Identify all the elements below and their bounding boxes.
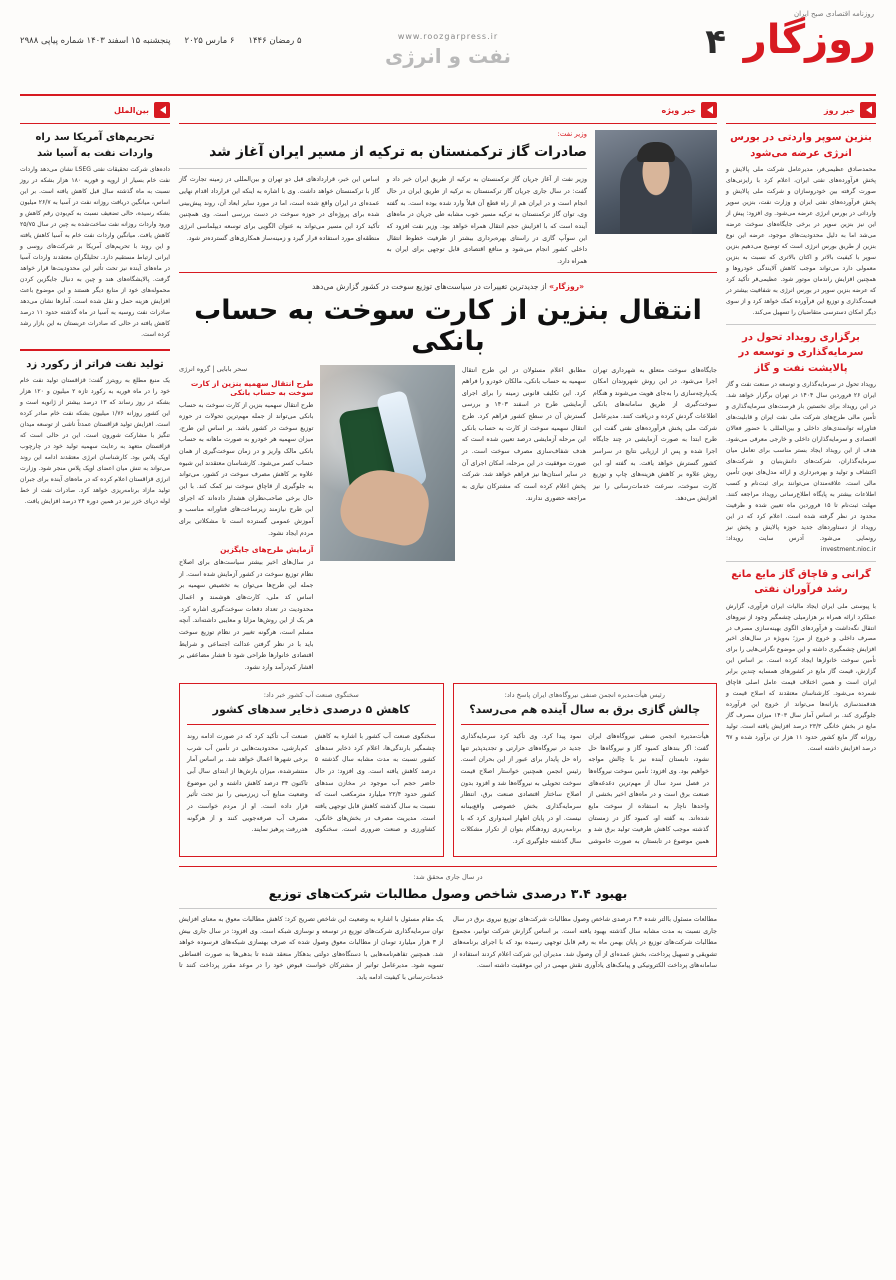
rail-article-title[interactable]: گرانی و قاچاق گاز مایع مانع رشد فرآوران نفتی <box>731 568 871 596</box>
divider <box>187 724 436 725</box>
main-column-2: مطابق اعلام مسئولان در این طرح انتقال سهمیه به حساب بانکی، مالکان خودرو را فراهم کرد. این تکلیف قانونی زمینه را برای اجرای آزمایشی طرح در اسفند ۱۴۰۳ و بررسی گسترش آن در سطح کشور فراهم کرد. طرح انتقال سهمیه سوخت از کارت به حساب بانکی این مرحله آزمایشی درصد تعیین شده است که هدف شفاف‌سازی مصرف سوخت است. در صورت موفقیت در این مرحله، امکان اجرای آن در سایر استان‌ها نیز فراهم خواهد شد. شرکت پخش اعلام کرده است که مشترکان نیازی به مراجعه حضوری ندارند. <box>461 366 586 502</box>
divider <box>179 272 717 273</box>
divider <box>20 123 170 124</box>
issue-gregorian-date: ۶ مارس ۲۰۲۵ <box>184 36 235 46</box>
divider <box>461 724 710 725</box>
main-column <box>179 102 717 984</box>
website-url[interactable]: www.roozgarpress.ir <box>397 32 499 41</box>
section-nameplate <box>385 32 511 68</box>
bottom-story-body-left: یک مقام مسئول با اشاره به وضعیت این شاخص تصریح کرد: کاهش مطالبات معوق به معنای افزایش توان سرمایه‌گذاری شرکت‌های توزیع در توسعه و نوسازی شبکه است. وی افزود: در سال جاری بیش از ۳ هزار میلیارد تومان از مطالبات معوق وصول شده که صرف بهسازی شبکه‌های فرسوده خواهد شد. همچنین تفاهم‌نامه‌هایی با دستگاه‌های دولتی بدهکار منعقد شده تا بدهی‌ها به صورت اقساطی تسویه شود. مدیرعامل توانیر از مشترکان خواست قبوض خود را در موعد مقرر پرداخت کنند تا خدمات‌رسانی با کیفیت ادامه یابد. <box>179 915 444 982</box>
main-subhead-1: طرح انتقال سهمیه بنزین از کارت سوخت به حساب بانکی <box>190 378 314 397</box>
top-story-overline: وزیر نفت: <box>557 130 587 138</box>
divider <box>179 866 717 867</box>
left-rail-flag <box>726 102 876 118</box>
divider <box>20 349 170 351</box>
divider <box>726 561 876 562</box>
bottom-story-title[interactable]: بهبود ۳.۴ درصدی شاخص وصول مطالبات شرکت‌های توزیع <box>268 885 628 901</box>
rail-article-title[interactable]: برگزاری رویداد تحول در سرمایه‌گذاری و توسعه در پالایشت نفت و گاز <box>738 331 864 374</box>
play-flag-icon <box>860 102 876 118</box>
rail-article-body: با پیوستی ملی ایران ایجاد مالیات ایران فرآوری، گزارش عملکرد ارائه همراه بر هزارمیلی چشمگیر وجود از نیروهای انتقال نگه‌داشت و فرآوردهای الگوی بهینه‌سازی مصرف در مصرف داخلی و خروج از مرز؛ به‌ویژه در سال‌های اخیر افزایش چشمگیری داشته و این موضوع نگرانی‌هایی را برای تأمین سوخت خانوارها ایجاد کرده است. بر اساس این گزارش، قیمت گاز مایع در کشورهای همسایه چندین برابر ایران است و همین اختلاف قیمت عامل اصلی قاچاق شمرده می‌شود. کارشناسان معتقدند که اصلاح قیمت و هدفمندسازی یارانه‌ها می‌تواند از خروج این فرآورده جلوگیری کند. بر اساس آمار سال ۱۴۰۳ میزان مصرف گاز مایع در بخش خانگی ۲۳/۳ درصد افزایش یافته است. تولید روزانه گاز مایع کشور حدود ۱۱ هزار تن برآورد شده و ۹۷ درصد افزایش داشته است. <box>726 602 877 753</box>
rail-article-body: یک منبع مطلع به رویترز گفت: قزاقستان تولید نفت خام خود را در ماه فوریه به رکورد تازه ۲ میلیون و ۱۲۰ هزار بشکه در روز رساند که ۱۳ درصد بیشتر از ژانویه است و این کشور روزانه ۱/۷۶ میلیون بشکه نفت خام صادر کرده است. افزایش تولید قزاقستان عمدتاً ناشی از توسعه میدان تنگیز با مشارکت شورون است. این در حالی است که قزاقستان متعهد به رعایت سهمیه تولید خود در چارچوب اوپک پلاس بود. کارشناسان انرژی معتقدند ادامه این روند می‌تواند به تنش میان اعضای اوپک پلاس منجر شود. وزارت انرژی قزاقستان اعلام کرده که در ماه‌های آینده برای جبران تولید مازاد برنامه‌ریزی خواهد کرد. صادرات نفت از خط لوله دریای خزر نیز در همین دوره ۲۴ درصد افزایش یافت. <box>20 377 170 505</box>
divider <box>179 908 717 909</box>
main-column-4: در سال‌های اخیر بیشتر سیاست‌های برای اصلاح نظام توزیع سوخت در کشور آزمایش شده است. از جمله این طرح‌ها می‌توان به تخصیص سهمیه بر اساس کد ملی، کارت‌های هوشمند و اعمال محدودیت در تعداد دفعات سوخت‌گیری اشاره کرد. هر یک از این روش‌ها مزایا و معایبی داشته‌اند. آنچه مسلم است، هرگونه تغییر در نظام توزیع سوخت باید با در نظر گرفتن عدالت اجتماعی و شرایط اقتصادی خانوارها طراحی شود تا فشار مضاعفی بر اقشار کم‌درآمد وارد نشود. <box>179 559 314 671</box>
rail-article <box>20 357 170 508</box>
top-story-body-right: وزیر نفت از آغاز جریان گاز ترکمنستان به ترکیه از طریق ایران خبر داد و گفت: در سال جاری جریان گاز ترکمنستان به ترکیه از طریق ایران در حال انجام است و در ایران هم از راه قطع آن قبلاً وارد شده بوده است. به گفته وی، توان گاز ترکمنستان به ترکیه مسیر خوب مشابه طی جریان در ماه‌های آینده است که با افزایش حجم انتقال همراه خواهد بود. وزیر نفت افزود که این سوآپ گازی در راستای بهره‌برداری بیشتر از ظرفیت خطوط انتقال داخلی کشور انجام می‌شود و منافع اقتصادی قابل توجهی برای ایران به همراه دارد. <box>386 176 587 265</box>
bottom-story-kicker: در سال جاری محقق شد: <box>413 872 483 881</box>
section-title: نفت و انرژی <box>384 44 512 68</box>
divider <box>726 123 876 124</box>
main-column-1: جایگاه‌های سوخت متعلق به شهرداری تهران اجرا می‌شود. در این روش شهروندان امکان یک‌پارچه‌سازی را به‌جای هویت می‌شوند و هنگام سوخت‌گیری از طریق سامانه‌های بانکی اطلاعات گردش کرده و دریافت کنند. مدیرعامل شرکت ملی پخش فرآورده‌های نفتی گفت این طرح ابتدا به صورت آزمایشی در چند جایگاه اجرا شده و پس از ارزیابی نتایج در سراسر کشور گسترش خواهد یافت. به گفته او، این روش علاوه بر کاهش هزینه‌های چاپ و توزیع کارت سوخت، سرعت خدمات‌رسانی را نیز افزایش می‌دهد. <box>592 366 717 502</box>
main-photo <box>320 365 454 561</box>
main-headline[interactable]: انتقال بنزین از کارت سوخت به حساب بانکی <box>194 294 702 357</box>
page-content <box>20 102 876 984</box>
rail-article <box>726 567 876 756</box>
divider <box>726 324 876 325</box>
main-kicker <box>179 282 717 291</box>
rail-article <box>20 130 170 341</box>
box-kicker: سخنگوی صنعت آب کشور خبر داد: <box>263 690 359 699</box>
rail-article-title[interactable]: تحریم‌های آمریکا سد راه واردات نفت به آسیا شد <box>35 132 155 159</box>
right-rail-flag <box>20 102 170 118</box>
main-article <box>179 365 717 674</box>
right-rail <box>20 102 170 984</box>
logo-block <box>743 10 876 63</box>
main-column-3: طرح انتقال سهمیه بنزین از کارت سوخت به حساب بانکی می‌تواند از جمله مهم‌ترین تحولات در حوزه توزیع سوخت در کشور باشد. بر اساس این طرح، میزان سهمیه هر خودرو به صورت ماهانه به حساب بانکی مالک واریز و در زمان سوخت‌گیری از همان حساب کسر می‌شود. کارشناسان معتقدند این شیوه علاوه بر کاهش مصرف سوخت در کشور، می‌تواند به جلوگیری از قاچاق سوخت نیز کمک کند. با این حال برخی صاحب‌نظران هشدار داده‌اند که اجرای این طرح نیازمند زیرساخت‌های فناورانه مناسب و آموزش عمومی گسترده است تا مشکلاتی برای مردم ایجاد نشود. <box>179 401 314 537</box>
box-body: سخنگوی صنعت آب کشور با اشاره به کاهش چشمگیر بارندگی‌ها، اعلام کرد ذخایر سدهای کشور نسبت به مدت مشابه سال گذشته ۵ درصد کاهش یافته است. وی افزود: در حال حاضر حجم آب موجود در مخازن سدهای کشور حدود ۲۲/۴ میلیارد مترمکعب است که نسبت به سال گذشته کاهش قابل توجهی یافته است. مدیریت مصرف در بخش‌های خانگی، کشاورزی و صنعت ضروری است. سخنگوی صنعت آب تأکید کرد که در صورت ادامه روند کم‌بارشی، محدودیت‌هایی در تأمین آب شرب برخی شهرها اعمال خواهد شد. بر اساس آمار منتشرشده، میزان بارش‌ها از ابتدای سال آبی تاکنون ۳۴ درصد کاهش داشته و این موضوع وضعیت منابع آب زیرزمینی را نیز تحت تأثیر قرار داده است. او از مردم خواست در مصرف آب صرفه‌جویی کنند و از هرگونه هدررفت پرهیز نمایند. <box>187 733 436 834</box>
issue-hijri-date: ۵ رمضان ۱۴۴۶ <box>248 36 302 46</box>
feature-box-water <box>179 683 444 857</box>
top-story <box>179 130 717 268</box>
top-story-flag-label: خبر ویژه <box>661 105 696 115</box>
rail-article-title[interactable]: تولید نفت فراتر از رکورد زد <box>26 358 164 370</box>
rail-article <box>726 130 876 319</box>
rail-article-body: محمدصادق عظیمی‌فر، مدیرعامل شرکت ملی پالایش و پخش فرآورده‌های نفتی ایران، اعلام کرد با رایزنی‌های صورت گرفته بین خودروسازان و شرکت ملی پالایش و پخش فرآورده‌های نفتی ایران و وزارت نفت، بنزین سوپر وارداتی در بورس انرژی عرضه می‌شود. وی افزود: پیش از این نیز بنزین سوپر در برخی جایگاه‌های سوخت عرضه می‌شد اما به دلیل محدودیت‌های موجود، عرضه این نوع بنزین از طریق بورس انرژی است که توضیح می‌دهیم بنزین سوپر با کیفیت بالاتر و اکتان بالاتری که نسبت به بنزین معمولی دارد می‌تواند موجب کاهش آلایندگی خودروها و همچنین افزایش راندمان موتور شود. عظیمی‌فر تأکید کرد که عرضه بنزین سوپر در بورس انرژی به شفافیت بیشتر در قیمت‌گذاری و توزیع این فرآورده کمک خواهد کرد و از سوی دیگر امکان دسترسی متقاضیان را تسهیل می‌کند. <box>726 166 876 316</box>
box-title[interactable]: کاهش ۵ درصدی ذخایر سدهای کشور <box>212 702 410 716</box>
main-byline: سحر بابایی | گروه انرژی <box>179 364 248 373</box>
main-kicker-text: از جدیدترین تغییرات در سیاست‌های توزیع سوخت در کشور گزارش می‌دهد <box>311 281 547 291</box>
box-title[interactable]: چالش گازی برق به سال آینده هم می‌رسد؟ <box>469 702 701 716</box>
bottom-story <box>179 866 717 984</box>
rail-article-body: رویداد تحول در سرمایه‌گذاری و توسعه در صنعت نفت و گاز ایران ۲۶ فروردین سال ۱۴۰۴ در تهران برگزار خواهد شد. در این رویداد برای نخستین بار فرصت‌های سرمایه‌گذاری و تأمین مالی طرح‌های شرکت ملی نفت ایران و قابلیت‌های فناورانه توانمندی‌های داخلی و بین‌المللی با حضور فعالان اقتصادی و سرمایه‌گذاران داخلی و خارجی معرفی می‌شود. هدف از این رویداد ایجاد بستر مناسب برای تعامل میان سرمایه‌گذاران، شرکت‌های دانش‌بنیان و شرکت‌های اکتشاف و تولید و بهره‌برداری و ارائه مدل‌های نوین تأمین مالی است. علاقه‌مندان می‌توانند برای ثبت‌نام و کسب اطلاعات بیشتر به پایگاه اطلاع‌رسانی رویداد مراجعه کنند. مهلت ثبت‌نام تا ۱۵ فروردین ماه تعیین شده و ظرفیت محدود در نظر گرفته شده است. اعلام کرد که در این رویداد از دستاوردهای جدید حوزه پالایش و پخش نیز رونمایی می‌شود. آدرس سایت رویداد: investment.nioc.ir <box>726 381 876 553</box>
logo-wordmark: روزگار <box>743 17 876 63</box>
play-flag-icon <box>154 102 170 118</box>
divider <box>179 123 717 124</box>
feature-boxes <box>179 683 717 857</box>
portrait-hair <box>637 142 675 162</box>
feature-box-electricity <box>453 683 718 857</box>
masthead <box>20 10 876 96</box>
top-story-flag <box>179 102 717 118</box>
right-rail-flag-label: بین‌الملل <box>114 105 149 115</box>
main-subhead-2: آزمایش طرح‌های جایگزین <box>220 545 314 555</box>
divider <box>179 168 587 169</box>
box-kicker: رئیس هیأت‌مدیره انجمن صنفی نیروگاه‌های ایران پاسخ داد: <box>504 690 665 699</box>
top-story-body-left: اساس این خبر، قراردادهای قبل دو تهران و بین‌المللی در زمینه تجارت گاز گاز با ترکمنستان خواهد داشت. وی با اشاره به اینکه این قرارداد اقدام نهایی عمده‌ای در ایران واقع شده است، اما در مورد سایر ابعاد آن، روند پیش‌بینی شده برای پروژه‌ای در حوزه سوخت در دست بررسی است. وی همچنین تأکید کرد این مسیر می‌تواند به عنوان الگویی برای توسعه دیپلماسی انرژی منطقه‌ای مورد استفاده قرار گیرد و زمینه‌ساز همکاری‌های گسترده‌تر شود. <box>179 176 380 242</box>
issue-info <box>20 36 302 46</box>
play-flag-icon <box>701 102 717 118</box>
rail-article <box>726 330 876 556</box>
main-kicker-brand: «روزگار» <box>549 281 585 291</box>
rail-article-title[interactable]: بنزین سوپر واردتی در بورس انرژی عرضه می‌شود <box>730 132 872 159</box>
top-story-photo <box>595 130 717 234</box>
left-rail <box>726 102 876 984</box>
box-body: هیأت‌مدیره انجمن صنفی نیروگاه‌های ایران گفت: اگر بندهای کمبود گاز و نیروگاه‌ها حل نشود، تابستان آینده نیز با چالش مواجه خواهیم بود. وی افزود: تأمین سوخت نیروگاه‌ها در فصل سرد سال از مهم‌ترین دغدغه‌های صنعت برق است و در ماه‌های اخیر بخشی از واحدها ناچار به استفاده از سوخت مایع شده‌اند. به گفته او، کمبود گاز در زمستان گذشته موجب کاهش ظرفیت تولید برق شد و همین موضوع در تابستان به صورت خاموشی نمود پیدا کرد. وی تأکید کرد سرمایه‌گذاری جدید در نیروگاه‌های حرارتی و تجدیدپذیر تنها راه حل پایدار برای عبور از این بحران است. رئیس انجمن همچنین خواستار اصلاح قیمت سوخت تحویلی به نیروگاه‌ها شد و افزود بدون اصلاح ساختار اقتصادی صنعت برق، انتظار سرمایه‌گذاری بخش خصوصی واقع‌بینانه نیست. او در پایان اظهار امیدواری کرد که با برنامه‌ریزی زودهنگام بتوان از تکرار مشکلات سال گذشته جلوگیری کرد. <box>460 733 709 845</box>
rail-article-body: داده‌های شرکت تحقیقات نفتی LSEG نشان می‌دهد واردات نفت خام بسیار از اروپه و فوریه ۱۸۰ هزار بشکه در روز نسبت به ماه گذشته سال قبل کاهش یافته است. بر این اساس، میانگین دریافت روزانه نفت در آسیا به ۲۶/۷ میلیون بشکه رسیده، حالی تضعیف نسبت به کم‌بودن رقم کاهش و ورود واردات روزانه نفت ساخت‌شده به چین در سال ۲۵/۷۵ کاهش یافت. میانگین واردات نفت خام به آسیا کاهش یافته و این روند با تحریم‌های آمریکا بر شرکت‌های روسی و ایرانی ارتباط مستقیم دارد. تحلیلگران معتقدند واردات آسیا در ماه‌های آینده نیز تحت تأثیر این محدودیت‌ها قرار خواهد گرفت. پالایشگاه‌های هند و چین به دنبال جایگزین کردن محموله‌های خود از منابع دیگر هستند و این موضوع باعث افزایش هزینه حمل و نقل شده است. آمارها نشان می‌دهد صادرات نفت روسیه به آسیا در ماه گذشته حدود ۱۱ درصد کاهش یافته در حالی که صادرات عربستان به این بازار رشد کرده است. <box>20 166 171 338</box>
issue-persian-date: پنجشنبه ۱۵ اسفند ۱۴۰۳ شماره پیاپی ۲۹۸۸ <box>20 36 171 46</box>
page-number: ۴ <box>705 22 726 62</box>
logo-tagline: روزنامه اقتصادی صبح ایران <box>793 10 874 18</box>
portrait-figure <box>620 150 692 234</box>
bottom-story-body-right: مطالعات مسئول باالتر شده ۳.۴ درصدی شاخص وصول مطالبات شرکت‌های توزیع نیروی برق در سال جاری نسبت به مدت مشابه سال گذشته بهبود یافته است. بر اساس گزارش شرکت توانیر، مجموع مطالبات شرکت‌های توزیع در پایان بهمن ماه به رقم قابل توجهی رسیده بود که با اجرای برنامه‌های تشویقی و تسهیل پرداخت، بخش عمده‌ای از آن وصول شد. مدیران این شرکت اعلام کردند استفاده از سامانه‌های پرداخت الکترونیکی و پیامک‌های یادآوری نقش مهمی در این موفقیت داشته است. <box>452 915 717 970</box>
left-rail-flag-label: خبر روز <box>824 105 855 115</box>
top-story-headline[interactable]: صادرات گاز ترکمنستان به ترکیه از مسیر ایران آغاز شد <box>209 144 587 160</box>
